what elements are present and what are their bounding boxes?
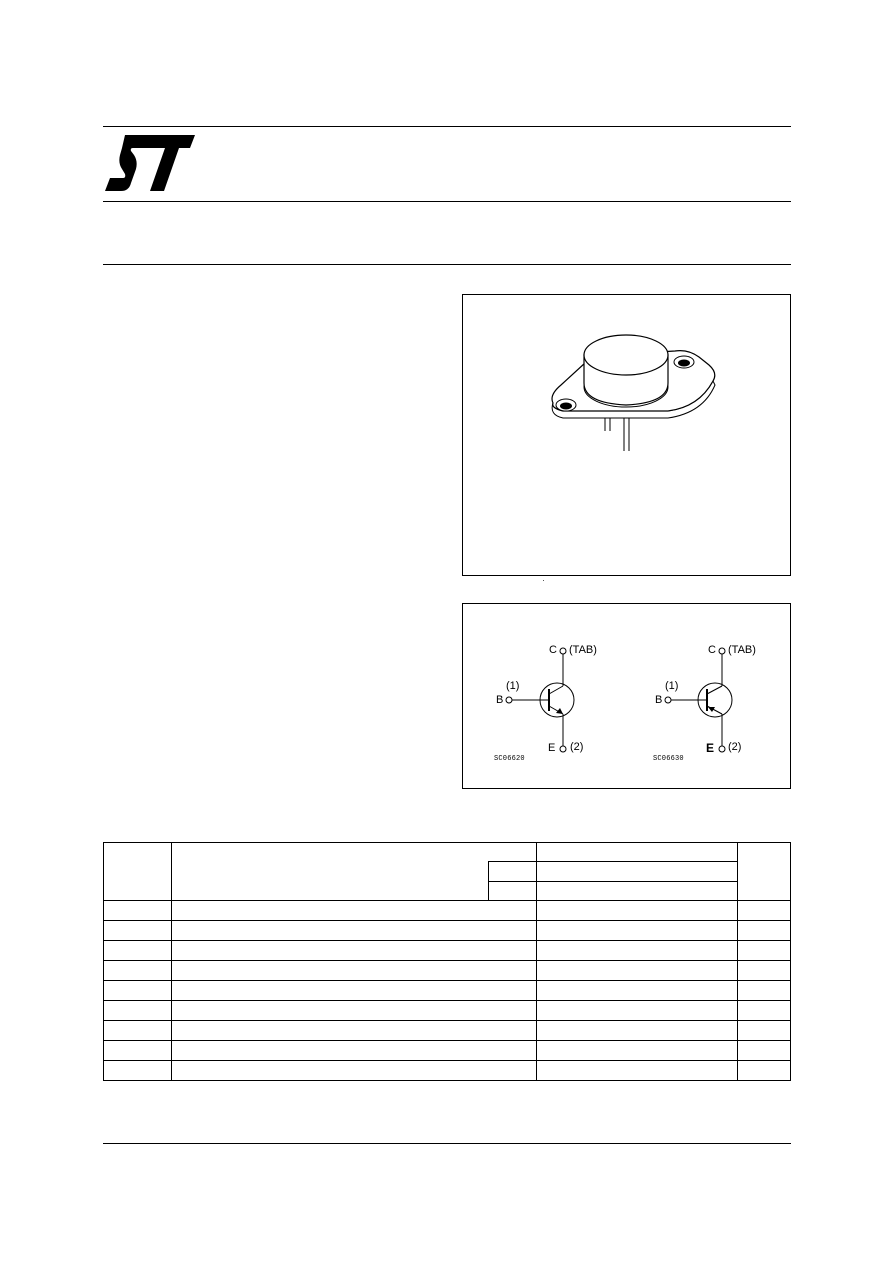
- pnp-emitter-pin-label: (2): [728, 741, 742, 753]
- table-row: [104, 981, 791, 1001]
- npn-drawing-code: SC06620: [494, 755, 525, 763]
- footer-rule: [103, 1143, 791, 1144]
- table-row: [104, 1041, 791, 1061]
- internal-schematic-figure: [462, 603, 791, 789]
- table-row: [104, 1021, 791, 1041]
- table-row: [104, 901, 791, 921]
- st-logo: [103, 133, 197, 193]
- absolute-maximum-ratings-table: [103, 842, 791, 1081]
- npn-base-pin-label: (1): [506, 680, 520, 692]
- header-symbol-cell: [104, 843, 172, 901]
- pnp-drawing-code: SC06630: [653, 755, 684, 763]
- header-parameter-cell-right: [488, 843, 536, 862]
- table-row: [104, 941, 791, 961]
- npn-transistor-symbol: [506, 648, 574, 752]
- pnp-transistor-symbol: [665, 648, 732, 752]
- header-variant-label-2: [488, 882, 536, 901]
- pnp-base-label: B: [655, 694, 663, 706]
- table-row: [104, 1061, 791, 1081]
- header-rule-middle: [103, 201, 791, 202]
- npn-base-label: B: [496, 694, 504, 706]
- npn-emitter-pin-label: (2): [570, 741, 584, 753]
- header-parameter-cell: [172, 843, 488, 901]
- figure-dot: [543, 580, 544, 581]
- to3-package-drawing: [463, 295, 790, 575]
- pnp-base-pin-label: (1): [665, 680, 679, 692]
- header-value-cell: [536, 843, 737, 862]
- header-variant-value-1: [536, 862, 737, 882]
- pnp-tab-label: (TAB): [728, 644, 756, 656]
- npn-collector-label: C: [549, 644, 557, 656]
- package-figure: [462, 294, 791, 576]
- header-variant-label-1: [488, 862, 536, 882]
- table-row: [104, 1001, 791, 1021]
- table-row: [104, 961, 791, 981]
- pnp-emitter-label: E: [706, 741, 715, 755]
- header-rule-bottom: [103, 264, 791, 265]
- table-row: [104, 921, 791, 941]
- pnp-collector-label: C: [708, 644, 716, 656]
- table-header-row: [104, 843, 791, 862]
- header-variant-value-2: [536, 882, 737, 901]
- header-unit-cell: [737, 843, 790, 901]
- header-rule-top: [103, 126, 791, 127]
- npn-tab-label: (TAB): [569, 644, 597, 656]
- npn-emitter-label: E: [548, 742, 556, 754]
